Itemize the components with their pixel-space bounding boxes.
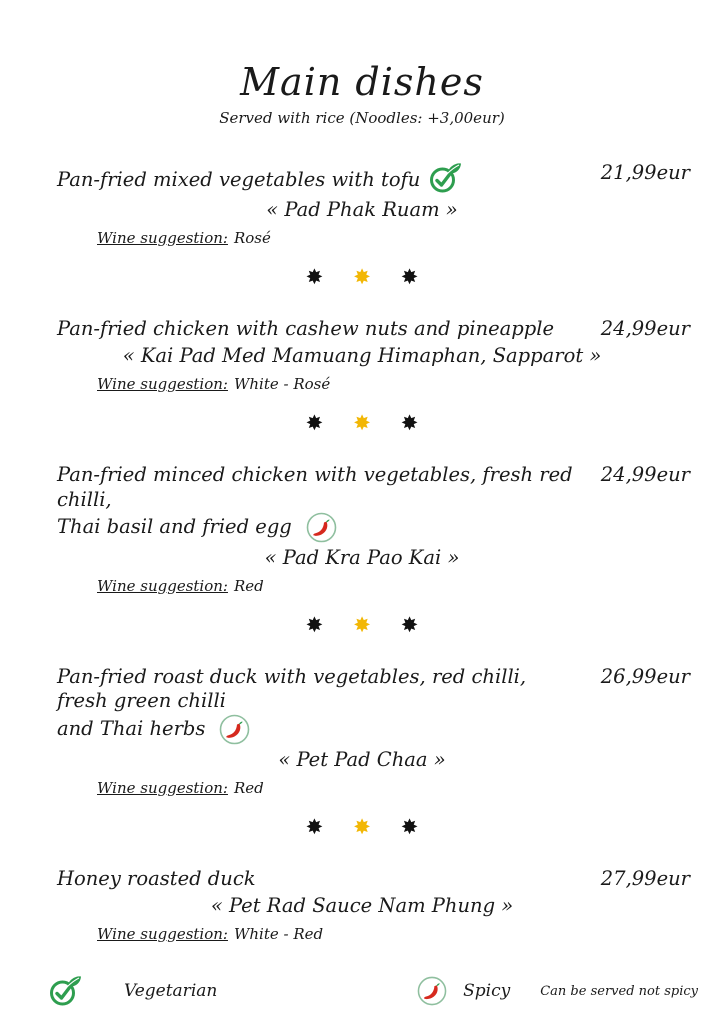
dish-row xyxy=(0,665,724,714)
wine-suggestion-label: Wine suggestion: xyxy=(97,576,228,595)
legend-spicy xyxy=(417,976,698,1006)
dish-name-line2 xyxy=(57,714,724,745)
star-icon: ✸ xyxy=(400,612,419,637)
dish-name: Honey roasted duck xyxy=(57,866,256,890)
dish-thai-name: « Pad Phak Ruam » xyxy=(266,197,458,221)
page-subtitle: Served with rice (Noodles: +3,00eur) xyxy=(219,108,505,127)
dish-thai-name: « Pet Rad Sauce Nam Phung » xyxy=(210,894,514,918)
star-icon: ✸ xyxy=(353,264,371,289)
dish-name-text: and Thai herbs xyxy=(57,717,206,741)
star-icon: ✸ xyxy=(305,411,324,436)
vegetarian-icon xyxy=(428,161,462,195)
dish-price: 21,99eur xyxy=(600,160,690,184)
menu-item xyxy=(0,665,724,797)
legend xyxy=(0,974,724,1008)
star-icon: ✸ xyxy=(305,264,324,289)
star-icon: ✸ xyxy=(353,814,371,839)
star-icon: ✸ xyxy=(400,814,419,839)
page-title: Main dishes xyxy=(240,60,484,104)
vegetarian-label: Vegetarian xyxy=(124,981,218,1001)
menu-item xyxy=(0,867,724,943)
wine-suggestion-label: Wine suggestion: xyxy=(97,228,228,247)
dish-row xyxy=(0,161,724,195)
wine-suggestion xyxy=(97,375,724,393)
dish-name-text: Thai basil and fried egg xyxy=(57,515,292,539)
dish-name: Pan-fried roast duck with vegetables, red chilli, fresh green chilli xyxy=(57,664,527,713)
dish-name-text: Pan-fried mixed vegetables with tofu xyxy=(57,167,421,191)
spicy-icon xyxy=(219,714,250,745)
menu-item xyxy=(0,161,724,247)
wine-suggestion xyxy=(97,577,724,595)
wine-suggestion xyxy=(97,925,724,943)
star-icon: ✸ xyxy=(400,411,419,436)
dish-row xyxy=(0,317,724,341)
spicy-note: Can be served not spicy xyxy=(540,983,698,999)
menu-header xyxy=(0,0,724,127)
spicy-label: Spicy xyxy=(463,981,511,1001)
wine-suggestion-value: Red xyxy=(233,778,264,797)
star-icon: ✸ xyxy=(305,612,324,637)
wine-suggestion-label: Wine suggestion: xyxy=(97,925,228,944)
star-icon: ✸ xyxy=(353,411,371,436)
star-icon: ✸ xyxy=(305,814,324,839)
wine-suggestion-label: Wine suggestion: xyxy=(97,778,228,797)
wine-suggestion xyxy=(97,779,724,797)
star-divider xyxy=(0,264,724,290)
dish-name xyxy=(57,161,462,195)
vegetarian-icon xyxy=(48,974,82,1008)
star-divider xyxy=(0,814,724,840)
dish-price: 27,99eur xyxy=(600,866,690,890)
star-icon: ✸ xyxy=(353,612,371,637)
dish-name-line2 xyxy=(57,512,724,543)
menu-item xyxy=(0,317,724,393)
dish-thai-name: « Kai Pad Med Mamuang Himaphan, Sapparot » xyxy=(122,344,602,368)
dish-price: 24,99eur xyxy=(600,463,690,487)
wine-suggestion-value: Red xyxy=(233,576,264,595)
dish-thai-name: « Pad Kra Pao Kai » xyxy=(264,545,460,569)
dish-name: Pan-fried minced chicken with vegetables, fresh red chilli, xyxy=(57,463,573,511)
menu-list xyxy=(0,161,724,943)
dish-thai-name: « Pet Pad Chaa » xyxy=(278,747,446,771)
wine-suggestion-value: White - Rosé xyxy=(233,375,331,394)
wine-suggestion-label: Wine suggestion: xyxy=(97,375,228,394)
dish-row xyxy=(0,463,724,512)
dish-row xyxy=(0,867,724,891)
wine-suggestion-value: Rosé xyxy=(233,228,271,247)
dish-price: 24,99eur xyxy=(600,316,690,340)
star-icon: ✸ xyxy=(400,264,419,289)
star-divider xyxy=(0,612,724,638)
dish-name: Pan-fried chicken with cashew nuts and pineapple xyxy=(57,316,555,340)
wine-suggestion xyxy=(97,229,724,247)
dish-price: 26,99eur xyxy=(600,664,690,688)
legend-vegetarian xyxy=(48,974,217,1008)
menu-item xyxy=(0,463,724,595)
wine-suggestion-value: White - Red xyxy=(233,925,324,944)
star-divider xyxy=(0,410,724,436)
spicy-icon xyxy=(417,976,447,1006)
spicy-icon xyxy=(306,512,337,543)
